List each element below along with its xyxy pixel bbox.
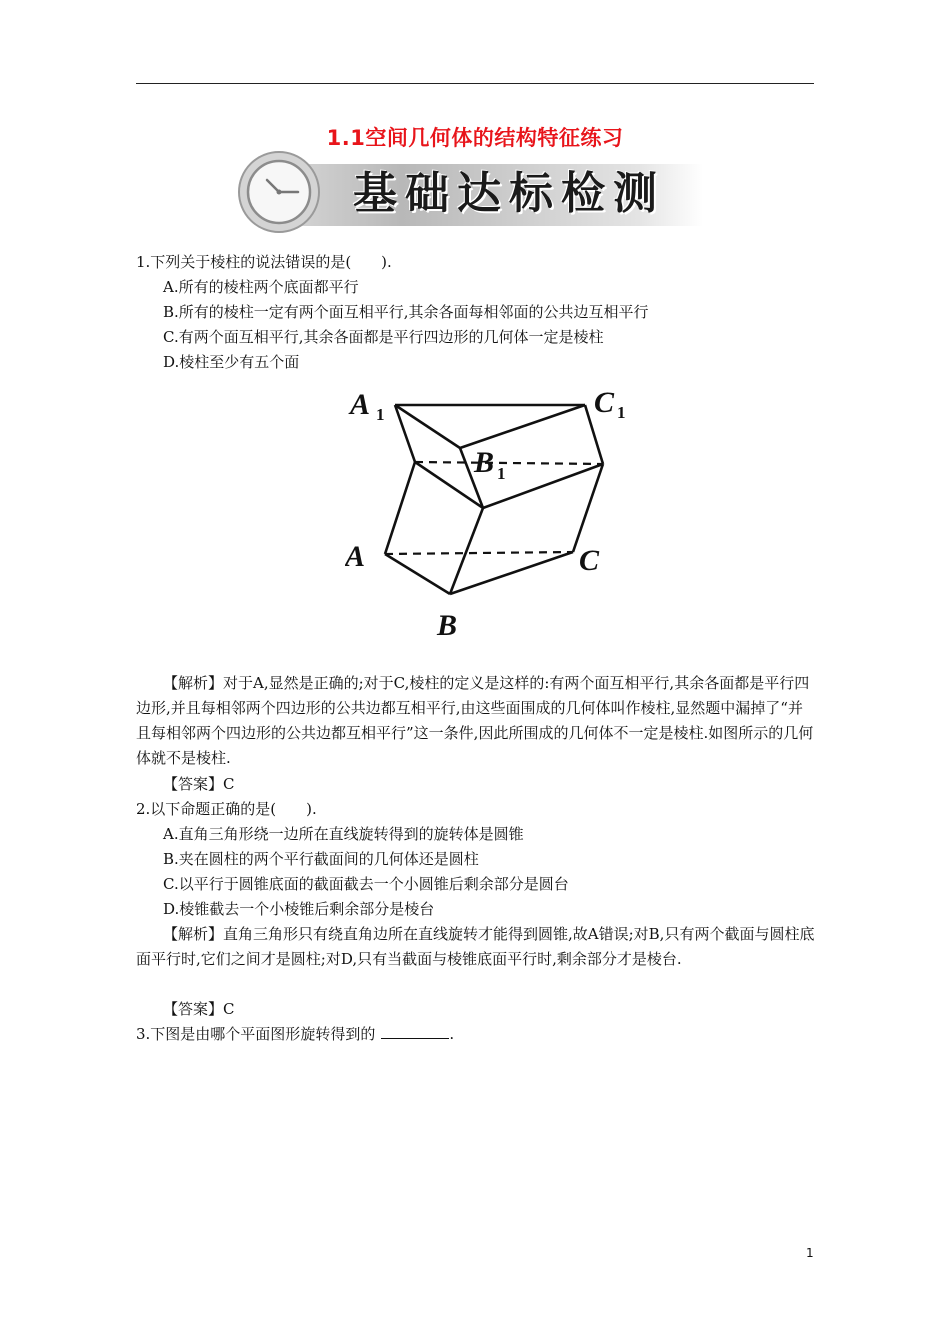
edge-a1-mid [395, 405, 415, 462]
dashed-ac [385, 552, 573, 554]
page-number: 1 [806, 1246, 814, 1260]
label-a1: A [350, 388, 371, 421]
q2-analysis: 【解析】直角三角形只有绕直角边所在直线旋转才能得到圆锥,故A错误;对B,只有两个截面与圆柱底面平行时,它们之间才是圆柱;对D,只有当截面与棱锥底面平行时,剩余部分才是棱台. [136, 925, 815, 968]
banner-text: 基础达标检测 [353, 168, 665, 219]
edge-mid-b [450, 508, 483, 594]
edge-b1c1 [460, 405, 585, 448]
answer-blank [381, 1022, 449, 1039]
edge-mid-a [385, 462, 415, 554]
label-c: C [579, 544, 600, 577]
label-b: B [437, 609, 458, 642]
q2-option-b: B.夹在圆柱的两个平行截面间的几何体还是圆柱 [163, 850, 479, 868]
q2-option-c: C.以平行于圆锥底面的截面截去一个小圆锥后剩余部分是圆台 [163, 875, 569, 893]
q2-option-d: D.棱锥截去一个小棱锥后剩余部分是棱台 [163, 900, 435, 918]
edge-a1b1 [395, 405, 460, 448]
q1-option-d: D.棱柱至少有五个面 [163, 353, 300, 371]
q3-end: . [449, 1025, 455, 1043]
label-a: A [345, 540, 366, 573]
clock-icon [237, 150, 321, 234]
prism-figure [345, 380, 635, 650]
q3-stem: 3.下图是由哪个平面图形旋转得到的 [136, 1025, 376, 1043]
header-rule [136, 83, 814, 84]
label-c1: C [594, 386, 615, 419]
q3-stem-line [136, 1022, 454, 1047]
q2-stem: 2.以下命题正确的是( ). [136, 800, 317, 818]
section-banner [233, 148, 703, 240]
q1-stem: 1.下列关于棱柱的说法错误的是( ). [136, 253, 392, 271]
q1-option-b: B.所有的棱柱一定有两个面互相平行,其余各面每相邻面的公共边互相平行 [163, 303, 649, 321]
label-b1: B [474, 446, 495, 479]
edge-mid-c [573, 464, 603, 552]
page-title: 1.1空间几何体的结构特征练习 [326, 126, 624, 150]
q1-option-a: A.所有的棱柱两个底面都平行 [163, 278, 359, 296]
edge-bc [450, 552, 573, 594]
q1-answer: 【答案】C [163, 775, 235, 793]
dashed-mid [415, 462, 603, 464]
label-a1-sub: 1 [376, 405, 385, 424]
label-c1-sub: 1 [617, 403, 626, 422]
q2-option-a: A.直角三角形绕一边所在直线旋转得到的旋转体是圆锥 [163, 825, 524, 843]
q1-analysis: 【解析】对于A,显然是正确的;对于C,棱柱的定义是这样的:有两个面互相平行,其余各面都是平行四边形,并且每相邻两个四边形的公共边都互相平行,由这些面围成的几何体叫作棱柱,显然题中漏掉了“并且每相邻两个四边形的公共边都互相平行”这一条件,因此所围成的几何体不一定是棱柱.如图所示的几何体就不是棱柱. [136, 674, 814, 767]
q1-option-c: C.有两个面互相平行,其余各面都是平行四边形的几何体一定是棱柱 [163, 328, 604, 346]
label-b1-sub: 1 [497, 464, 506, 483]
edge-ab [385, 554, 450, 594]
q2-answer: 【答案】C [163, 1000, 235, 1018]
